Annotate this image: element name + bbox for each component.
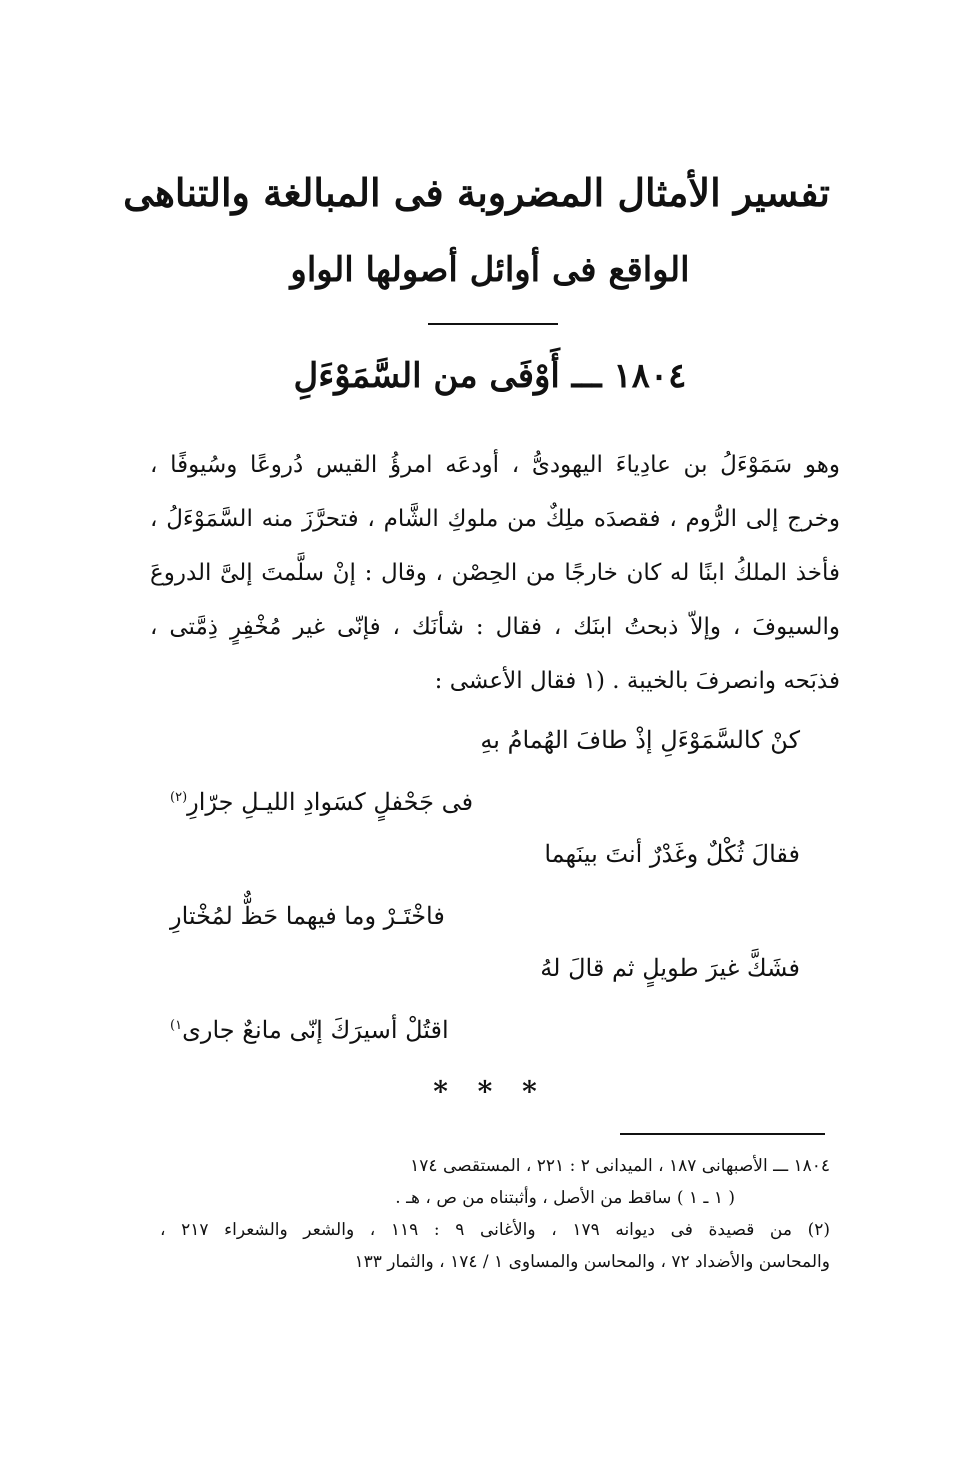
footnote-ref: ١): [170, 1018, 183, 1033]
footnote-2: (٢) من قصيدة فى ديوانه ١٧٩ ، والأغانى ٩ : ١١٩ ، والشعر والشعراء ٢١٧ ،: [160, 1220, 831, 1240]
verse-first-hemistich: فشَكَّ غيرَ طويلٍ ثم قالَ لهُ: [540, 954, 800, 982]
body-line: وخرج إلى الرُّوم ، فقصدَه ملِكٌ من ملوكِ الشَّام ، فتحرَّزَ منه السَّمَوْءَلُ ،: [150, 506, 840, 532]
body-line: فأخذ الملكُ ابنًا له كان خارجًا من الحِصْن ، وقال : إنْ سلَّمتَ إلىَّ الدروعَ: [150, 560, 840, 586]
body-line: وهو سَمَوْءَلُ بن عادِياءَ اليهودىُّ ، أودعَه امرؤُ القيس دُروعًا وسُيوفًا ،: [150, 452, 840, 478]
chapter-subtitle: الواقع فى أوائل أصولها الواو: [290, 250, 690, 290]
entry-heading: ١٨٠٤ ـــ أَوْفَى من السَّمَوْءَلِ: [293, 356, 687, 396]
verse-first-hemistich: كنْ كالسَّمَوْءَلِ إذْ طافَ الهُمامُ بهِ: [480, 726, 800, 754]
verse-second-hemistich: [160, 883, 820, 940]
footnotes: [160, 1150, 830, 1278]
title-divider: [428, 323, 558, 325]
verse-first-hemistich: فقالَ ثُكْلٌ وغَدْرٌ أنتَ بينَهما: [544, 840, 800, 868]
verse-text: اقتُلْ أسيرَكَ إنّى مانعٌ جارى: [182, 1016, 449, 1044]
body-line: والسيوفَ ، وإلاّ ذبحتُ ابنَك ، فقال : شأنَك ، فإنّى غير مُخْفِرٍ ذِمَّتى ،: [150, 614, 840, 640]
body-line: فذبَحه وانصرفَ بالخيبة . (١ فقال الأعشى :: [434, 668, 840, 694]
poem: [160, 712, 820, 1054]
verse-text: فاخْتَـرْ وما فيهما حَظٌّ لمُخْتارِ: [170, 902, 445, 930]
chapter-title: تفسير الأمثال المضروبة فى المبالغة والتناهى: [123, 170, 830, 215]
verse-second-hemistich: [160, 769, 820, 826]
section-separator: * * *: [433, 1075, 547, 1108]
entry-body: [150, 438, 840, 708]
footnote-2-continued: والمحاسن والأضداد ٧٢ ، والمحاسن والمساوى ١ / ١٧٤ ، والثمار ١٣٣: [354, 1252, 830, 1272]
footnote-divider: [620, 1133, 825, 1135]
footnote-1: ( ١ ـ ١ ) ساقط من الأصل ، وأثبتناه من ص ، هـ .: [395, 1188, 735, 1208]
footnote-sources: ١٨٠٤ ـــ الأصبهانى ١٨٧ ، الميدانى ٢ : ٢٢١ ، المستقصى ١٧٤: [410, 1156, 830, 1176]
verse-text: فى جَحْفلٍ كسَوادِ الليـلِ جرّارِ: [187, 788, 474, 816]
footnote-ref: (٢): [170, 790, 188, 805]
verse-second-hemistich: [160, 997, 820, 1054]
